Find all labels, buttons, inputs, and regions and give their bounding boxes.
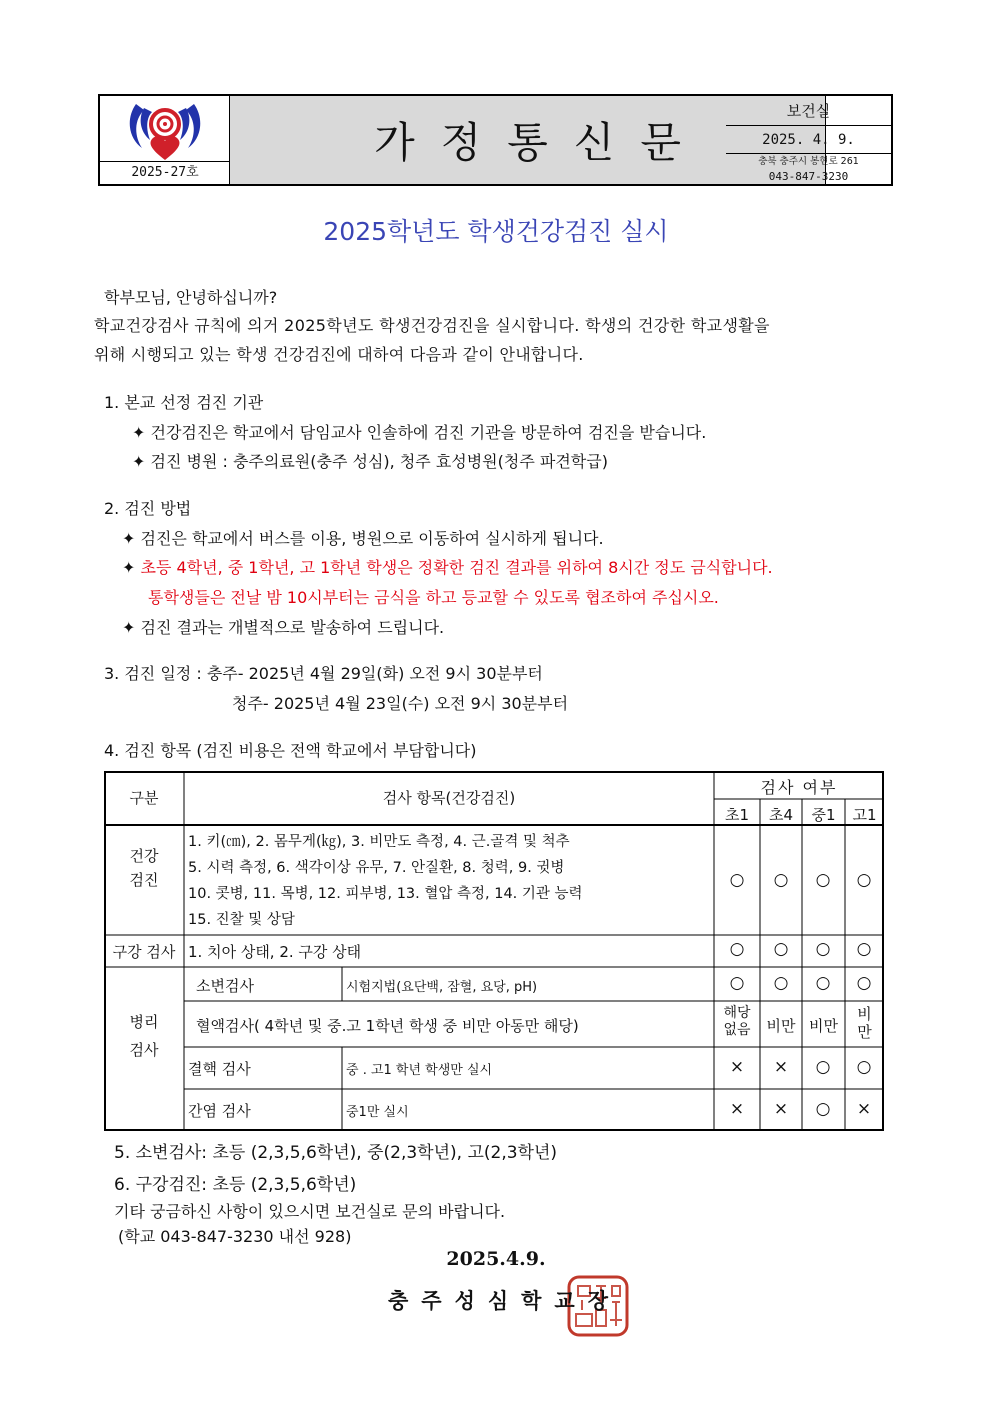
blood-mark-h1-line1: 비 — [857, 1005, 872, 1023]
section2-item-1-text: 검진은 학교에서 버스를 이용, 병원으로 이동하여 실시하게 됩니다. — [140, 529, 604, 548]
section3-heading: 3. 검진 일정 : 충주- 2025년 4월 29일(화) 오전 9시 30분부터 — [104, 664, 543, 683]
bullet-icon: ✦ — [122, 558, 136, 577]
section1-item-1 — [132, 418, 706, 448]
blood-mark-h1 — [845, 1005, 884, 1041]
tb-mark-m1: ○ — [815, 1057, 831, 1077]
health-mark-e1: ○ — [729, 870, 745, 890]
hep-mark-e1: × — [729, 1099, 745, 1119]
health-line-1: 1. 키(㎝), 2. 몸무게(㎏), 3. 비만도 측정, 4. 근.골격 및 척추 — [188, 834, 570, 850]
section2-heading: 2. 검진 방법 — [104, 499, 192, 518]
section1-item-2-text: 검진 병원 : 충주의료원(충주 성심), 청주 효성병원(청주 파견학급) — [150, 452, 608, 471]
oral-items: 1. 치아 상태, 2. 구강 상태 — [188, 943, 362, 961]
footer-contact: 기타 궁금하신 사항이 있으시면 보건실로 문의 바랍니다. — [114, 1202, 506, 1221]
intro-line-2: 위해 시행되고 있는 학생 건강검진에 대하여 다음과 같이 안내합니다. — [94, 345, 584, 364]
intro-line-1: 학교건강검사 규칙에 의거 2025학년도 학생건강검진을 실시합니다. 학생의 건강한 학교생활을 — [94, 316, 770, 335]
urine-mark-e4: ○ — [773, 973, 789, 993]
grade-e1: 초1 — [724, 806, 750, 824]
blood-mark-m1: 비만 — [809, 1017, 838, 1035]
grade-e4: 초4 — [768, 806, 794, 824]
health-category-1: 건강 — [129, 847, 159, 865]
health-category-2: 검진 — [129, 871, 159, 889]
pathology-category-1: 병리 — [129, 1013, 159, 1031]
bullet-icon: ✦ — [132, 423, 146, 442]
urine-mark-h1: ○ — [856, 973, 872, 993]
blood-mark-h1-line2: 만 — [857, 1023, 872, 1041]
section2-item-2-text: 초등 4학년, 중 1학년, 고 1학년 학생은 정확한 검진 결과를 위하여 8시간 정도 금식합니다. — [140, 558, 773, 577]
issue-number: 2025-27호 — [100, 161, 230, 184]
footer-item-6: 6. 구강검진: 초등 (2,3,5,6학년) — [114, 1175, 357, 1195]
pathology-category-2: 검사 — [129, 1041, 159, 1059]
issue-date: 2025. 4. 9. — [726, 126, 891, 154]
section2-item-3 — [122, 613, 444, 643]
health-mark-m1: ○ — [815, 870, 831, 890]
grade-m1: 중1 — [811, 806, 836, 824]
urine-mark-e1: ○ — [729, 973, 745, 993]
checkup-table — [104, 771, 884, 1131]
bullet-icon: ✦ — [122, 618, 136, 637]
oral-mark-h1: ○ — [856, 939, 872, 959]
tb-mark-h1: ○ — [856, 1057, 872, 1077]
section2-item-2-cont: 통학생들은 전날 밤 10시부터는 금식을 하고 등교할 수 있도록 협조하여 주십시오. — [148, 588, 719, 607]
urine-test-name: 소변검사 — [196, 977, 254, 995]
footer-item-5: 5. 소변검사: 초등 (2,3,5,6학년), 중(2,3학년), 고(2,3학년) — [114, 1143, 558, 1163]
header-status: 검사 여부 — [760, 778, 838, 797]
health-line-2: 5. 시력 측정, 6. 색각이상 유무, 7. 안질환, 8. 청력, 9. 귓병 — [188, 860, 565, 876]
hep-mark-e4: × — [773, 1099, 789, 1119]
footer-phone: (학교 043-847-3230 내선 928) — [118, 1227, 352, 1246]
tb-test-detail: 중 . 고1 학년 학생만 실시 — [346, 1063, 493, 1078]
blood-mark-e1 — [714, 1005, 760, 1039]
blood-mark-e1-line1: 해당 — [723, 1005, 751, 1021]
newsletter-title: 가정통신문 — [374, 118, 707, 167]
hep-test-name: 간염 검사 — [188, 1102, 251, 1120]
logo-cell — [100, 96, 230, 184]
tb-mark-e4: × — [773, 1057, 789, 1077]
health-line-3: 10. 콧병, 11. 목병, 12. 피부병, 13. 혈압 측정, 14. 기관 능력 — [188, 886, 583, 902]
hep-test-detail: 중1만 실시 — [346, 1105, 409, 1120]
header-category: 구분 — [129, 789, 159, 807]
oral-mark-e4: ○ — [773, 939, 789, 959]
section2-item-3-text: 검진 결과는 개별적으로 발송하여 드립니다. — [140, 618, 445, 637]
greeting: 학부모님, 안녕하십니까? — [104, 288, 278, 307]
section3-line-2: 청주- 2025년 4월 23일(수) 오전 9시 30분부터 — [232, 694, 569, 713]
office-name: 보건실 — [726, 96, 891, 126]
urine-mark-m1: ○ — [815, 973, 831, 993]
section2-item-2 — [122, 553, 773, 583]
grade-h1: 고1 — [852, 806, 877, 824]
blood-mark-e4: 비만 — [766, 1017, 796, 1035]
section4-heading: 4. 검진 항목 (검진 비용은 전액 학교에서 부담합니다) — [104, 741, 477, 760]
urine-test-detail: 시험지법(요단백, 잠혈, 요당, pH) — [346, 980, 538, 995]
health-mark-h1: ○ — [856, 870, 872, 890]
section1-item-2 — [132, 447, 608, 477]
header-items: 검사 항목(건강검진) — [382, 789, 516, 807]
bullet-icon: ✦ — [122, 529, 136, 548]
document-title: 2025학년도 학생건강검진 실시 — [323, 217, 669, 246]
blood-mark-e1-line2: 없음 — [723, 1022, 751, 1038]
tb-mark-e1: × — [729, 1057, 745, 1077]
tb-test-name: 결핵 검사 — [188, 1060, 251, 1078]
section1-heading: 1. 본교 선정 검진 기관 — [104, 393, 264, 412]
health-mark-e4: ○ — [773, 870, 789, 890]
blood-test-name: 혈액검사( 4학년 및 중.고 1학년 학생 중 비만 아동만 해당) — [196, 1017, 579, 1035]
bullet-icon: ✦ — [132, 452, 146, 471]
section2-item-1 — [122, 524, 604, 554]
header-box — [98, 94, 893, 186]
footer-date: 2025.4.9. — [446, 1248, 546, 1270]
oral-mark-e1: ○ — [729, 939, 745, 959]
school-logo — [100, 96, 230, 166]
oral-mark-m1: ○ — [815, 939, 831, 959]
oral-category: 구강 검사 — [112, 943, 176, 961]
hep-mark-h1: × — [856, 1099, 872, 1119]
school-address: 충북 충주시 봉현로 261 — [758, 156, 859, 167]
health-line-4: 15. 진찰 및 상담 — [188, 912, 295, 928]
principal-name: 충주성심학교장 — [388, 1288, 622, 1313]
section1-item-1-text: 건강검진은 학교에서 담임교사 인솔하에 검진 기관을 방문하여 검진을 받습니다. — [150, 423, 707, 442]
school-tel: 043-847-3230 — [768, 170, 849, 183]
hep-mark-m1: ○ — [815, 1099, 831, 1119]
